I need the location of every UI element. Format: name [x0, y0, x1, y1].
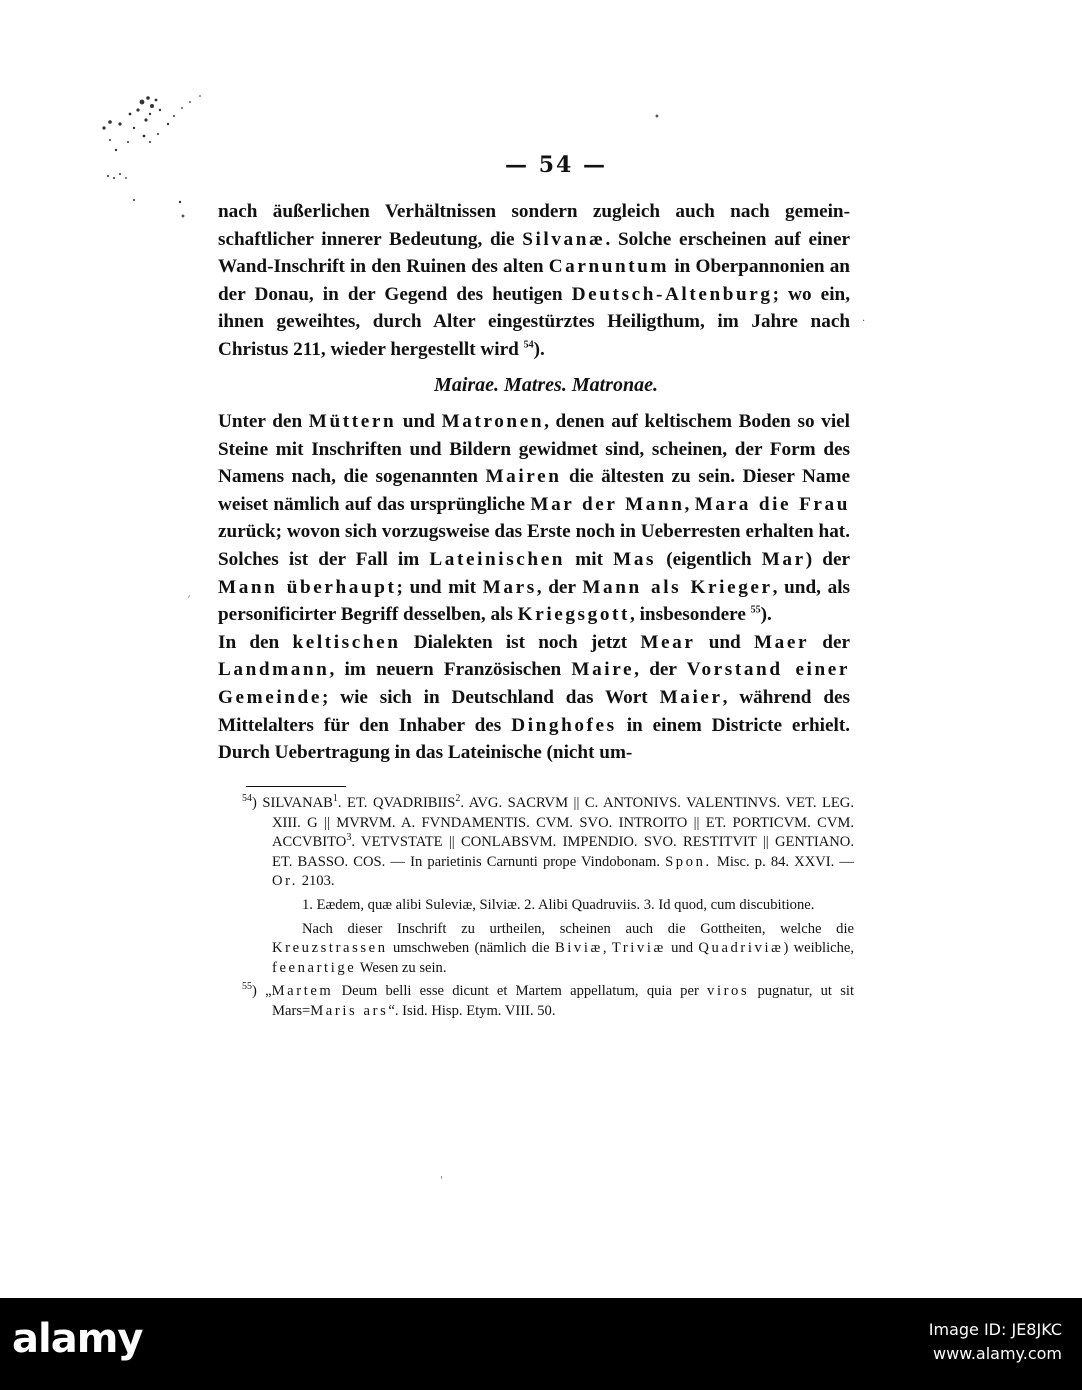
watermark-url: www.alamy.com [933, 1344, 1062, 1363]
text-run: ) „ [252, 983, 272, 1000]
text-run: , im neuern Französischen [329, 659, 572, 681]
text-run: Deum belli esse dicunt et Martem appellatum, quia per [333, 983, 708, 1000]
emphasis: Triviæ [611, 940, 666, 957]
footnote-54-commentary [242, 920, 854, 979]
footnote-ref-54[interactable]: 54 [523, 339, 534, 351]
text-line: in [669, 256, 691, 278]
print-speck: ˈ [440, 1176, 443, 1187]
text-run: Unter den [218, 411, 309, 432]
text-line: . Solche erscheinen [605, 228, 767, 250]
text-run: 2103. [298, 873, 335, 890]
text-run: , der [536, 576, 583, 598]
emphasis: Maire [571, 659, 635, 681]
text-run: ; und mit [396, 576, 483, 598]
text-run: , während des Mittelalters für den Inhaber des [218, 686, 851, 736]
emphasis: Or. [272, 873, 299, 890]
emphasis: Kriegsgott [517, 604, 630, 626]
text-run: ; wie sich in Deutschland das Wort [321, 686, 660, 708]
text-run: und [396, 411, 442, 432]
text-run: Nach dieser Inschrift zu urtheilen, scheinen auch die Gottheiten, welche die [302, 920, 854, 937]
section-heading: Mairae. Matres. Matronae. [434, 374, 658, 396]
text-run: , [602, 940, 612, 957]
emphasis: Mar der Mann [530, 493, 685, 515]
emphasis-carnuntum: Carnuntum [548, 256, 670, 278]
text-run: ) der [805, 548, 850, 570]
emphasis-silvanae: Silvanæ [522, 228, 606, 250]
emphasis: Mara die Frau [694, 493, 850, 515]
page-number: — 54 — [505, 152, 607, 178]
footnote-mark: 54 [242, 793, 252, 805]
emphasis: Mars [482, 576, 537, 598]
text-run: , und, als personificirter Begriff desselben, als [218, 576, 851, 626]
text-run: und [695, 631, 754, 653]
text-line: auf einer Wand-Inschrift in den Ruinen des alten [218, 228, 851, 278]
text-run: umschweben (nämlich die [387, 940, 555, 957]
text-run: . AVG. SACRVM || C. ANTONIVS. VALENTINVS. VET. LEG. XIII. G || MVRVM. A. FVNDAMENTIS. CVM. SVO. INTROITO || ET. PORTICVM. CVM. ACCVBITO [272, 795, 854, 851]
paragraph-landmann [218, 629, 850, 767]
footnote-mark: 55 [242, 981, 252, 993]
emphasis: Biviæ [554, 940, 603, 957]
text-run: Misc. p. 84. XXVI. — [711, 853, 854, 870]
emphasis: feenartige [272, 959, 357, 976]
emphasis: viros [707, 983, 750, 1000]
text-run: ). [760, 604, 772, 626]
footnote-ref-55[interactable]: 55 [750, 604, 761, 616]
text-run: Dialekten ist noch jetzt [400, 631, 641, 653]
text-run: zurück; wovon sich vorzugsweise das Erste noch in Ueberresten erhalten hat. Solches ist der Fall im [218, 521, 850, 570]
image-id: Image ID: JE8JKC [928, 1320, 1062, 1339]
emphasis: Landmann [218, 659, 330, 681]
emphasis: Mear [640, 631, 696, 653]
emphasis: Lateinischen [429, 548, 566, 570]
text-run: ) SILVANAB [252, 795, 333, 811]
emphasis: Matronen [441, 411, 545, 432]
stock-watermark-band [0, 1298, 1082, 1390]
text-run: , [684, 493, 695, 515]
text-run: “. Isid. Hisp. Etym. VIII. 50. [388, 1002, 556, 1019]
text-run: mit [565, 548, 614, 570]
print-speck: • [180, 212, 186, 223]
main-paragraphs [218, 408, 850, 767]
emphasis: Müttern [308, 411, 397, 432]
emphasis: Dinghofes [511, 714, 617, 736]
text-line: schaftlicher innerer Bedeutung, die [218, 228, 523, 250]
emphasis: Mann überhaupt [218, 576, 397, 598]
emphasis: Vorstand einer Gemeinde [218, 659, 850, 708]
text-run: In den [218, 631, 293, 653]
text-line: nach äußerlichen Verhältnissen sondern zugleich auch nach gemein- [218, 201, 850, 222]
emphasis: Mas [613, 548, 657, 570]
print-speck: · [862, 316, 866, 327]
text-run: , insbesondere [630, 604, 751, 626]
emphasis: Spon. [665, 853, 712, 870]
footnote-54 [242, 794, 854, 892]
text-line: ; wo ein, ihnen geweihtes, durch Alter eingestürztes [218, 283, 850, 333]
emphasis: Maris ars [310, 1002, 389, 1019]
text-run: pugnatur, ut sit Mars= [272, 983, 855, 1019]
emphasis: Martem [271, 983, 334, 1000]
text-run: die ältesten zu sein. Dieser Name weiset nämlich auf das ursprüngliche [218, 466, 851, 515]
emphasis: Quadriviæ [698, 940, 784, 957]
print-speck: ˊ [186, 596, 191, 607]
footnote-divider [246, 786, 346, 787]
emphasis: Mann als Krieger [582, 576, 773, 598]
text-run: . VETVSTATE || CONLABSVM. IMPENDIO. SVO. RESTITVIT || GENTIANO. ET. BASSO. COS. — In parietinis Carnunti prope Vindobonam. [272, 834, 854, 870]
note-mark: 1 [332, 793, 338, 805]
print-speck: • [654, 112, 660, 123]
top-paragraph [218, 198, 850, 364]
emphasis-deutsch: Deutsch- [571, 283, 665, 305]
text-run: ) weibliche, [783, 940, 855, 957]
emphasis: Kreuzstrassen [272, 940, 388, 957]
text-line: Heiligthum, im Jahre nach Christus 211, wieder hergestellt wird [218, 311, 851, 360]
footnote-55 [242, 982, 854, 1021]
text-run: . ET. QVADRIBIIS [337, 795, 456, 811]
text-run: in einem Districte erhielt. Durch Uebertragung in das Lateinische (nicht um- [218, 714, 851, 764]
footnotes [242, 794, 854, 1022]
note-mark: 3 [346, 832, 352, 844]
text-run: Wesen zu sein. [356, 959, 447, 976]
text-run: , der [634, 659, 687, 681]
alamy-logo: alamy [12, 1316, 143, 1362]
text-run: und [665, 940, 699, 957]
text-line: Oberpannonien an der Donau, in der Gegend des heutigen [218, 256, 850, 305]
emphasis: Maer [753, 631, 810, 653]
emphasis: Mar [761, 548, 806, 570]
emphasis-altenburg: Altenburg [664, 283, 773, 305]
text-run: , denen auf keltischem Boden so viel Steine mit Inschriften und Bildern gewidmet sind, scheinen, der Form des Namens nach, die sogenannten [218, 411, 850, 488]
text-run: (eigentlich [656, 548, 762, 570]
emphasis: Mairen [485, 466, 562, 488]
print-speckles-decoration [90, 80, 210, 210]
footnote-54-notes: 1. Eædem, quæ alibi Suleviæ, Silviæ. 2. Alibi Quadruviis. 3. Id quod, cum discubitione. [302, 896, 815, 913]
watermark-info [929, 1318, 1062, 1366]
text-run: der [809, 631, 850, 653]
emphasis: Maier [659, 686, 723, 708]
paragraph-mairen [218, 408, 850, 629]
note-mark: 2 [455, 793, 461, 805]
emphasis: keltischen [292, 631, 401, 653]
text-line: ). [533, 338, 545, 360]
